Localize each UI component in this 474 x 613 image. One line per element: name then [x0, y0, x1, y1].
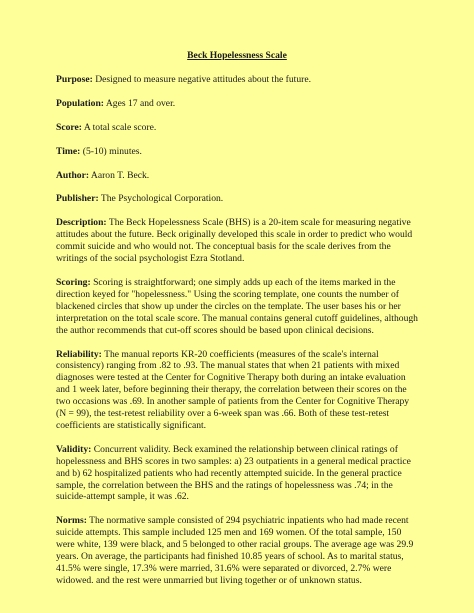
field-text: Aaron T. Beck. — [90, 169, 150, 181]
field-text: The Beck Hopelessness Scale (BHS) is a 20-item scale for measuring negative attitudes about the future. Beck originally developed this scale in order to predict who would commit suicide and who would not. The conceptual basis for the scale derives from the writings of the social psychologist Ezra Stotland. — [56, 217, 413, 265]
field-label: Score: — [56, 121, 82, 133]
document-title: Beck Hopelessness Scale — [187, 50, 287, 61]
field-validity — [56, 444, 418, 504]
field-text: Ages 17 and over. — [105, 97, 176, 109]
field-scoring — [56, 277, 418, 337]
field-text: Designed to measure negative attitudes about the future. — [95, 73, 311, 85]
field-population — [56, 98, 418, 110]
field-label: Reliability: — [56, 348, 102, 360]
field-label: Norms: — [56, 515, 87, 527]
field-description — [56, 217, 418, 265]
field-label: Author: — [56, 169, 90, 181]
field-author — [56, 170, 418, 182]
field-label: Description: — [56, 217, 107, 229]
field-purpose — [56, 74, 418, 86]
field-label: Population: — [56, 97, 104, 109]
field-text: The normative sample consisted of 294 psychiatric inpatients who had made recent suicide attempts. This sample included 125 men and 169 women. Of the total sample, 150 were white, 139 were black, and 5 belonged to other racial groups. The average age was 29.9 years. On average, the participants had finished 10.85 years of school. As to marital status, 41.5% were single, 17.3% were married, 31.6% were separated or divorced, 2.7% were widowed. and the rest were unmarried but living together or of unknown status. — [56, 515, 414, 586]
field-time — [56, 146, 418, 158]
field-text: A total scale score. — [83, 121, 157, 133]
field-text: Scoring is straightforward; one simply adds up each of the items marked in the direction keyed for "hopelessness." Using the scoring template, one counts the number of blackened circles that show up under the circles on the template. The user bases his or her interpretation on the total scale score. The manual contains general cutoff guidelines, although the author recommends that cut-off scores should be based upon clinical decisions. — [56, 276, 418, 336]
document-page — [56, 50, 418, 599]
field-publisher — [56, 193, 418, 205]
field-text: The manual reports KR-20 coefficients (measures of the scale's internal consistency) ranging from .82 to .93. The manual states that when 21 patients with mixed diagnoses were tested at the Center for Cognitive Therapy both during an intake evaluation and 1 week later, before beginning their therapy, the correlation between their scores on the two occasions was .69. In another sample of patients from the Center for Cognitive Therapy (N = 99), the test-retest reliability over a 6-week span was .66. Both of these test-retest coefficients are statistically significant. — [56, 348, 410, 431]
field-label: Validity: — [56, 443, 92, 455]
field-text: The Psychological Corporation. — [100, 193, 224, 205]
field-text: (5-10) minutes. — [82, 145, 142, 157]
field-label: Time: — [56, 145, 81, 157]
field-score — [56, 122, 418, 134]
field-norms — [56, 515, 418, 586]
field-label: Scoring: — [56, 276, 91, 288]
field-text: Concurrent validity. Beck examined the relationship between clinical ratings of hopelessness and BHS scores in two samples: a) 23 outpatients in a general medical practice and b) 62 hospitalized patients who had recently attempted suicide. In the general practice sample, the correlation between the BHS and the ratings of hopelessness was .74; in the suicide-attempt sample, it was .62. — [56, 443, 411, 503]
field-label: Publisher: — [56, 193, 99, 205]
field-label: Purpose: — [56, 73, 93, 85]
field-reliability — [56, 349, 418, 432]
